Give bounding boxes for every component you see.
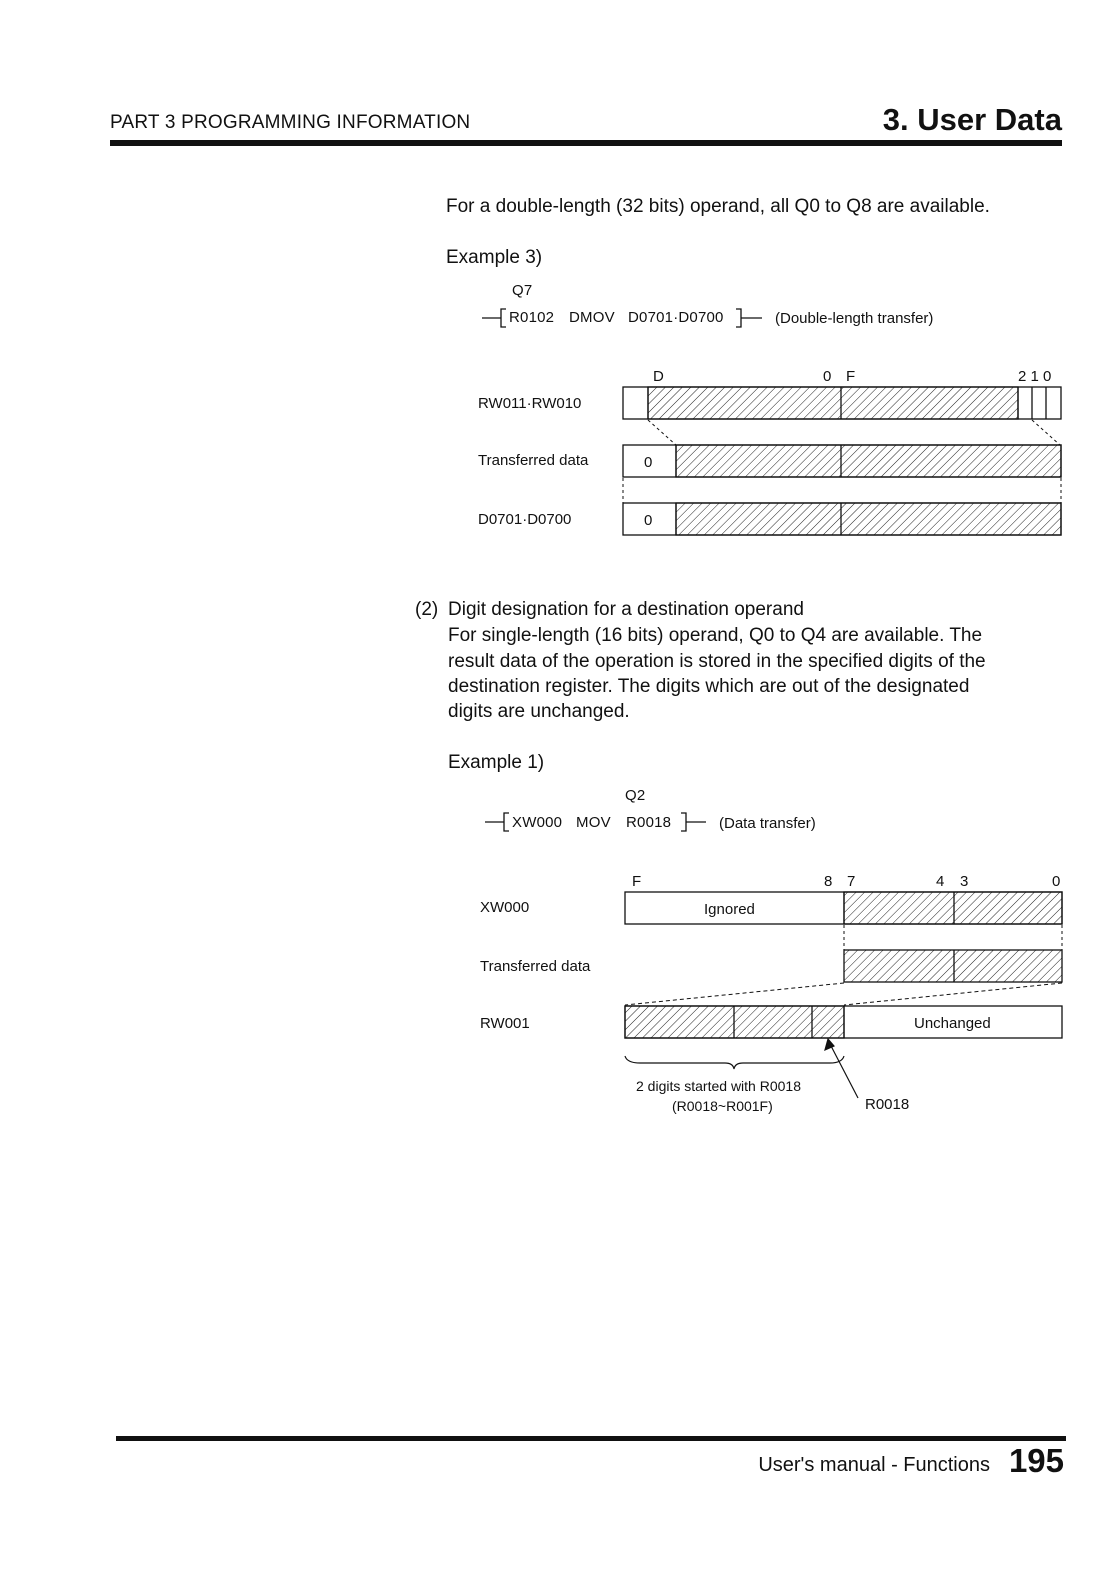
example1-qualifier: Q2 xyxy=(625,787,646,804)
example3-d0701 xyxy=(623,503,1061,535)
example1-register-rw001 xyxy=(625,1006,1062,1038)
example3-note: (Double-length transfer) xyxy=(775,310,934,327)
example1-row-label: XW000 xyxy=(480,899,530,916)
example3-instruction-bracket xyxy=(482,309,762,327)
pointer-label: R0018 xyxy=(865,1096,910,1113)
example1-operand2: R0018 xyxy=(626,814,672,831)
pointer-arrow xyxy=(825,1039,858,1098)
example1-operand1: XW000 xyxy=(512,814,563,831)
example1-row-label: RW001 xyxy=(480,1015,530,1032)
bit-label-f: F xyxy=(632,873,642,890)
example3-operand1: R0102 xyxy=(509,309,555,326)
example1-transferred-data xyxy=(844,950,1062,982)
brace-note-range: (R0018~R001F) xyxy=(672,1098,773,1114)
example3-transferred-data xyxy=(623,445,1061,477)
bit-label-8: 8 xyxy=(824,873,833,890)
bit-label-0: 0 xyxy=(1052,873,1061,890)
example3-row-label: Transferred data xyxy=(478,452,589,469)
example3-operand2: D0701·D0700 xyxy=(628,309,724,326)
footer-label: User's manual - Functions xyxy=(758,1454,990,1476)
bit-label-7: 7 xyxy=(847,873,856,890)
section2-line: result data of the operation is stored in the specified digits of the xyxy=(448,651,986,672)
ignored-label: Ignored xyxy=(704,901,755,918)
section2-line: digits are unchanged. xyxy=(448,701,630,722)
section-header: PART 3 PROGRAMMING INFORMATION xyxy=(110,112,471,133)
section2-number: (2) xyxy=(415,599,439,620)
intro-text: For a double-length (32 bits) operand, all Q0 to Q8 are available. xyxy=(446,196,990,217)
example3-row-label: RW011·RW010 xyxy=(478,395,582,412)
example1-row-label: Transferred data xyxy=(480,958,591,975)
example3-register-rw011 xyxy=(623,387,1061,419)
d0701-cell: 0 xyxy=(644,512,653,529)
bit-label-f: F xyxy=(846,368,856,385)
bit-label-3: 3 xyxy=(960,873,969,890)
section2-line: destination register. The digits which are out of the designated xyxy=(448,676,970,697)
unchanged-label: Unchanged xyxy=(914,1015,991,1032)
bit-label-0: 0 xyxy=(823,368,832,385)
example1-title: Example 1) xyxy=(448,752,545,773)
transferred-data-cell: 0 xyxy=(644,454,653,471)
digit-brace xyxy=(625,1056,844,1069)
footer-rule xyxy=(116,1436,1066,1441)
example3-op: DMOV xyxy=(569,309,615,326)
section2-heading: Digit designation for a destination operand xyxy=(448,599,804,620)
example1-instruction-bracket xyxy=(485,813,706,831)
bit-label-4: 4 xyxy=(936,873,945,890)
example3-title: Example 3) xyxy=(446,247,543,268)
example3-qualifier: Q7 xyxy=(512,282,533,299)
example1-register-xw000 xyxy=(625,892,1062,924)
chapter-title: 3. User Data xyxy=(882,102,1062,137)
example1-op: MOV xyxy=(576,814,611,831)
section2-line: For single-length (16 bits) operand, Q0 to Q4 are available. The xyxy=(448,625,983,646)
example3-row-label: D0701·D0700 xyxy=(478,511,572,528)
bit-label-d: D xyxy=(653,368,664,385)
brace-note: 2 digits started with R0018 xyxy=(636,1078,801,1094)
page-number: 195 xyxy=(1008,1442,1064,1479)
example1-note: (Data transfer) xyxy=(719,815,816,832)
bit-label-210: 2 1 0 xyxy=(1018,368,1052,385)
